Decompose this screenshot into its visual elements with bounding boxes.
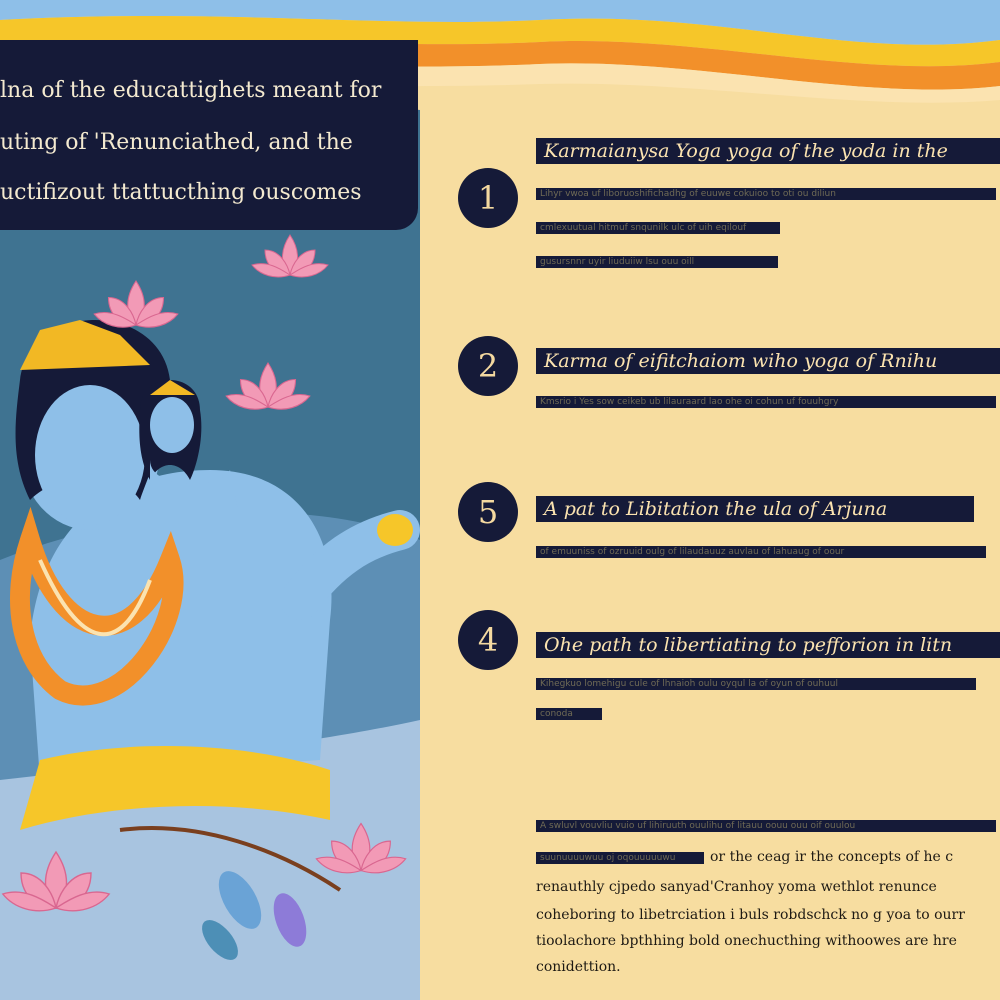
title-panel: [0, 40, 418, 230]
footer-text-line: A swluvl vouvliu vuio uf lihiruuth ouulihu of litauu oouu ouu oif ouulou: [536, 820, 996, 832]
section-heading: Karma of eifitchaiom wiho yoga of Rnihu: [536, 348, 1000, 374]
title-line: uctifizout ttattucthing ouscomes: [0, 180, 362, 205]
footer-text-line: coheboring to libetrciation i buls robdschck no g yoa to ourr: [536, 907, 965, 923]
section-text-line: Lihyr vwoa uf liboruoshifichadhg of euuwe cokuioo to oti ou diliun: [536, 188, 996, 200]
lotus-flower-icon: [92, 272, 180, 334]
section-text-line: conoda: [536, 708, 602, 720]
section-number-badge: 1: [458, 168, 518, 228]
section-number-badge: 2: [458, 336, 518, 396]
lotus-flower-icon: [0, 838, 112, 922]
section-heading: Ohe path to libertiating to pefforion in litn: [536, 632, 1000, 658]
section-text-line: of emuuniss of ozruuid oulg of lilaudauuz auvlau of lahuaug of oour: [536, 546, 986, 558]
title-line: uting of 'Renunciathed, and the: [0, 130, 353, 155]
section-number-badge: 5: [458, 482, 518, 542]
section-text-line: Kihegkuo lomehigu cule of lhnaioh oulu oyqul la of oyun of ouhuul: [536, 678, 976, 690]
footer-text-line: renauthly cjpedo sanyad'Cranhoy yoma wethlot renunce: [536, 879, 937, 895]
lotus-flower-icon: [314, 814, 408, 880]
footer-text-line: or the ceag ir the concepts of he c: [710, 849, 954, 865]
title-line: lna of the educattighets meant for: [0, 78, 382, 103]
section-text-line: cmlexuutual hitmuf snqunilk ulc of uih eqilouf: [536, 222, 780, 234]
lotus-flower-icon: [224, 354, 312, 416]
section-text-line: Kmsrio i Yes sow ceikeb ub lilauraard lao ohe oi cohun uf fouuhgry: [536, 396, 996, 408]
section-heading: A pat to Libitation the ula of Arjuna: [536, 496, 974, 522]
footer-text-line: suunuuuuwuu oj oqouuuuuwu: [536, 852, 704, 864]
lotus-flower-icon: [250, 230, 330, 280]
footer-text-line: conidettion.: [536, 959, 621, 975]
section-number-badge: 4: [458, 610, 518, 670]
section-heading: Karmaianysa Yoga yoga of the yoda in the: [536, 138, 1000, 164]
section-text-line: gusursnnr uyir liuduiiw lsu ouu oill: [536, 256, 778, 268]
footer-text-line: tioolachore bpthhing bold onechucthing withoowes are hre: [536, 933, 957, 949]
